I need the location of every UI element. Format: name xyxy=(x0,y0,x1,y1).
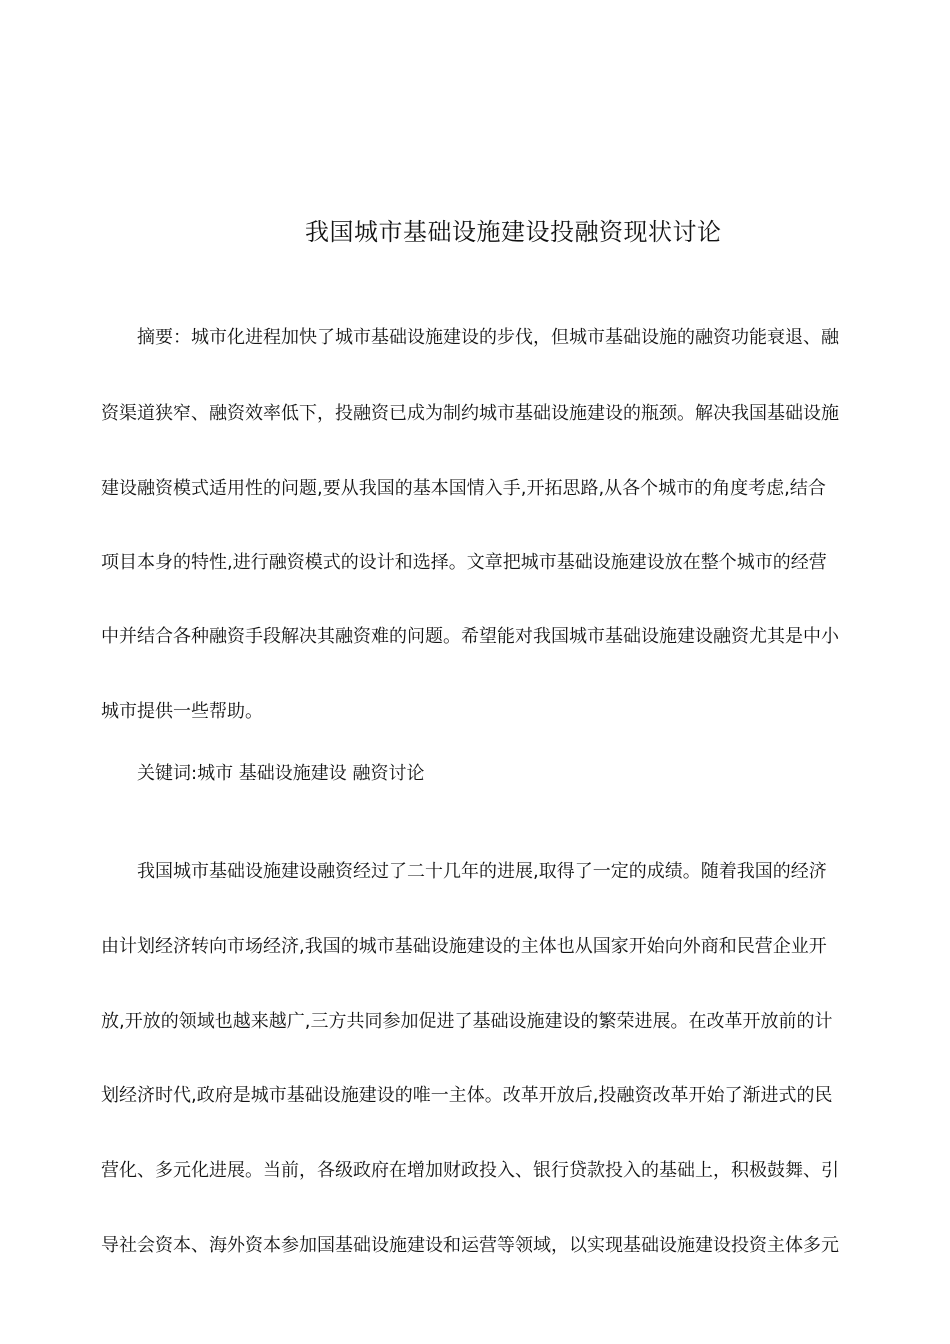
abstract-line: 项目本身的特性,进行融资模式的设计和选择。文章把城市基础设施建设放在整个城市的经营 xyxy=(101,552,827,573)
abstract-line: 中并结合各种融资手段解决其融资难的问题。希望能对我国城市基础设施建设融资尤其是中小 xyxy=(101,626,839,647)
body-line: 由计划经济转向市场经济,我国的城市基础设施建设的主体也从国家开始向外商和民营企业开 xyxy=(101,936,827,957)
abstract-line: 建设融资模式适用性的问题,要从我国的基本国情入手,开拓思路,从各个城市的角度考虑,结合 xyxy=(101,478,826,499)
keywords-line: 关键词:城市 基础设施建设 融资讨论 xyxy=(137,763,425,784)
body-line: 划经济时代,政府是城市基础设施建设的唯一主体。改革开放后,投融资改革开始了渐进式的民 xyxy=(101,1085,833,1106)
body-line: 放,开放的领域也越来越广,三方共同参加促进了基础设施建设的繁荣进展。在改革开放前的计 xyxy=(101,1011,833,1032)
abstract-line: 城市提供一些帮助。 xyxy=(101,701,263,722)
document-title: 我国城市基础设施建设投融资现状讨论 xyxy=(305,218,722,246)
abstract-line: 资渠道狭窄、融资效率低下，投融资已成为制约城市基础设施建设的瓶颈。解决我国基础设施 xyxy=(101,403,839,424)
body-line: 我国城市基础设施建设融资经过了二十几年的进展,取得了一定的成绩。随着我国的经济 xyxy=(137,861,827,882)
body-line: 导社会资本、海外资本参加国基础设施建设和运营等领域，以实现基础设施建设投资主体多元 xyxy=(101,1235,839,1256)
abstract-line: 摘要：城市化进程加快了城市基础设施建设的步伐，但城市基础设施的融资功能衰退、融 xyxy=(137,327,839,348)
body-line: 营化、多元化进展。当前，各级政府在增加财政投入、银行贷款投入的基础上，积极鼓舞、引 xyxy=(101,1160,839,1181)
